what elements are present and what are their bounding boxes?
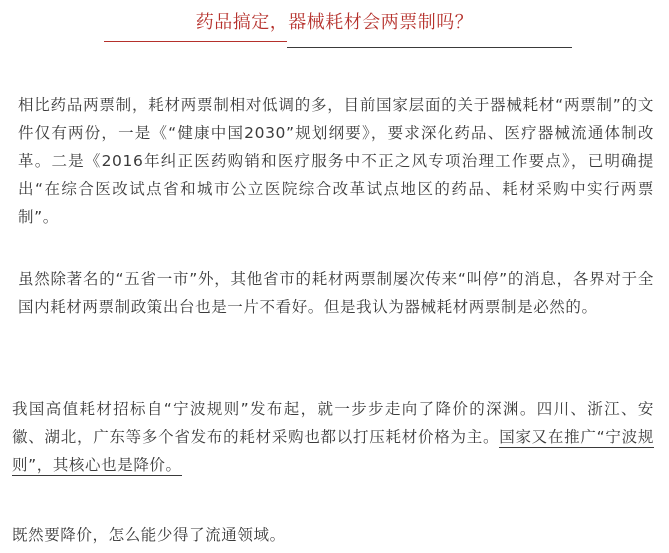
article-title: 药品搞定，器械耗材会两票制吗？ <box>195 12 474 33</box>
paragraph-3 <box>12 395 654 479</box>
paragraph-3-text: 我国高值耗材招标自“宁波规则”发布起，就一步步走向了降价的深渊。四川、浙江、安徽、湖北，广东等多个省发布的耗材采购也都以打压耗材价格为主。 <box>12 400 654 446</box>
paragraph-2: 虽然除著名的“五省一市”外，其他省市的耗材两票制屡次传来“叫停”的消息，各界对于全国内耗材两票制政策出台也是一片不看好。但是我认为器械耗材两票制是必然的。 <box>18 270 654 316</box>
paragraph-4: 既然要降价，怎么能少得了流通领域。 <box>12 526 286 544</box>
underlined-sentence: 国家又在推广“宁波规则”，其核心也是降价。 <box>12 428 654 474</box>
title-divider-red <box>104 41 287 42</box>
paragraph-1: 相比药品两票制，耗材两票制相对低调的多，目前国家层面的关于器械耗材“两票制”的文件仅有两份，一是《“健康中国2030”规划纲要》，要求深化药品、医疗器械流通体制改革。二是《2016年纠正医药购销和医疗服务中不正之风专项治理工作要点》，已明确提出“在综合医改试点省和城市公立医院综合改革试点地区的药品、耗材采购中实行两票制”。 <box>18 96 654 226</box>
title-divider-dark <box>287 47 572 48</box>
